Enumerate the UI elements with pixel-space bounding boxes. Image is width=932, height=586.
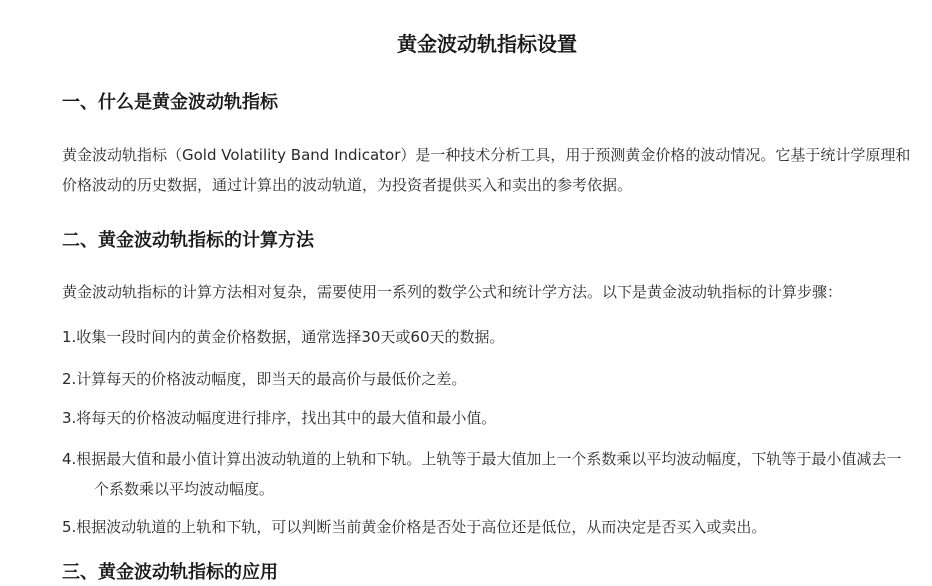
- step-5: 5.根据波动轨道的上轨和下轨，可以判断当前黄金价格是否处于高位还是低位，从而决定是否买入或卖出。: [62, 518, 767, 536]
- section-heading-1: 一、什么是黄金波动轨指标: [62, 92, 278, 113]
- step-2: 2.计算每天的价格波动幅度，即当天的最高价与最低价之差。: [62, 370, 467, 388]
- page-title: 黄金波动轨指标设置: [397, 32, 577, 56]
- section-heading-2: 二、黄金波动轨指标的计算方法: [62, 230, 314, 251]
- section-2-paragraph: 黄金波动轨指标的计算方法相对复杂，需要使用一系列的数学公式和统计学方法。以下是黄金波动轨指标的计算步骤：: [62, 283, 843, 301]
- section-heading-3: 三、黄金波动轨指标的应用: [62, 562, 278, 583]
- step-4: 4.根据最大值和最小值计算出波动轨道的上轨和下轨。上轨等于最大值加上一个系数乘以平均波动幅度，下轨等于最小值减去一个系数乘以平均波动幅度。: [62, 450, 902, 498]
- step-1: 1.收集一段时间内的黄金价格数据，通常选择30天或60天的数据。: [62, 328, 505, 346]
- section-1-paragraph: 黄金波动轨指标（Gold Volatility Band Indicator）是一种技术分析工具，用于预测黄金价格的波动情况。它基于统计学原理和价格波动的历史数据，通过计算出的波动轨道，为投资者提供买入和卖出的参考依据。: [62, 146, 911, 194]
- step-3: 3.将每天的价格波动幅度进行排序，找出其中的最大值和最小值。: [62, 409, 497, 427]
